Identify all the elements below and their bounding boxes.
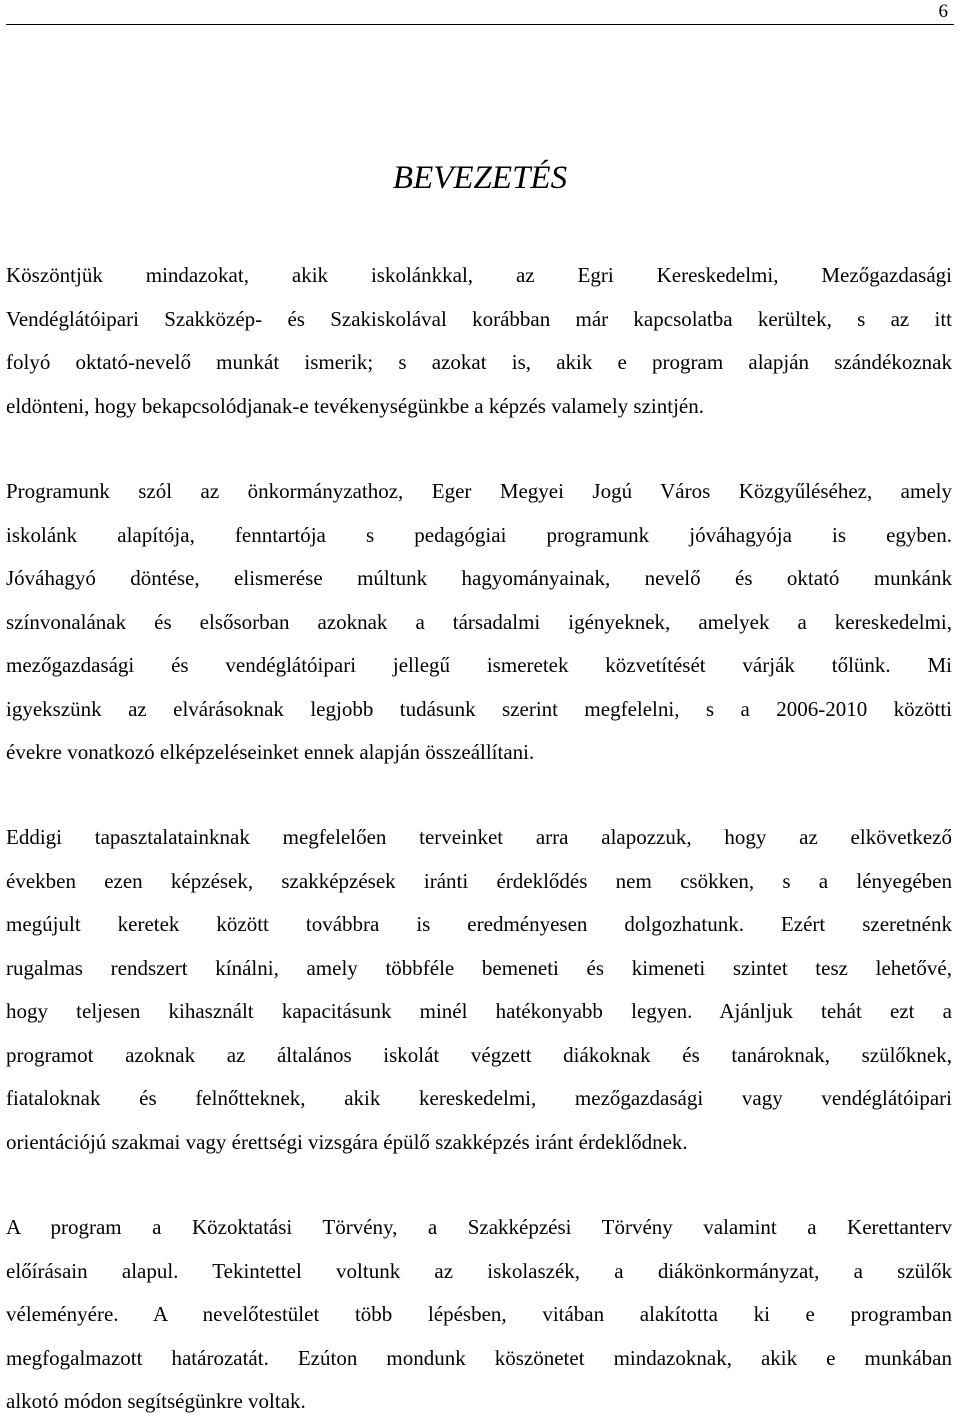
paragraph-line: hogy teljesen kihasznált kapacitásunk minél hatékonyabb legyen. Ajánljuk tehát ezt a bbox=[6, 999, 952, 1023]
paragraph-line: rugalmas rendszert kínálni, amely többféle bemeneti és kimeneti szintet tesz lehetővé, bbox=[6, 955, 952, 980]
page-title: BEVEZETÉS bbox=[392, 160, 568, 196]
paragraph-line: színvonalának és elsősorban azoknak a társadalmi igényeknek, amelyek a kereskedelmi, bbox=[6, 609, 952, 634]
paragraph-line: A program a Közoktatási Törvény, a Szakképzési Törvény valamint a Kerettanterv bbox=[6, 1215, 952, 1239]
page-number: 6 bbox=[938, 1, 948, 22]
paragraph-line: Eddigi tapasztalatainknak megfelelően terveinket arra alapozzuk, hogy az elkövetkező bbox=[6, 825, 952, 849]
paragraph-line: eldönteni, hogy bekapcsolódjanak-e tevékenységünkbe a képzés valamely szintjén. bbox=[6, 393, 705, 418]
paragraph-intro bbox=[6, 254, 952, 428]
paragraph-line: megfogalmazott határozatát. Ezúton mondunk köszönetet mindazoknak, akik e munkában bbox=[6, 1345, 952, 1370]
paragraph-line: Vendéglátóipari Szakközép- és Szakiskolával korábban már kapcsolatba kerültek, s az itt bbox=[6, 306, 952, 331]
paragraph-line: előírásain alapul. Tekintettel voltunk az iskolaszék, a diákönkormányzat, a szülők bbox=[6, 1258, 952, 1283]
paragraph-line: megújult keretek között továbbra is eredményesen dolgozhatunk. Ezért szeretnénk bbox=[6, 912, 952, 936]
paragraph-program bbox=[6, 470, 952, 775]
paragraph-line: években ezen képzések, szakképzések iránti érdeklődés nem csökken, s a lényegében bbox=[6, 868, 952, 893]
paragraph-line: véleményére. A nevelőtestület több lépésben, vitában alakította ki e programban bbox=[6, 1302, 952, 1326]
paragraph-line: évekre vonatkozó elképzeléseinket ennek alapján összeállítani. bbox=[6, 740, 535, 764]
page-header bbox=[6, 0, 954, 25]
paragraph-plans bbox=[6, 816, 952, 1164]
paragraph-line: Programunk szól az önkormányzathoz, Eger Megyei Jogú Város Közgyűléséhez, amely bbox=[6, 479, 952, 503]
paragraph-line: fiataloknak és felnőtteknek, akik kereskedelmi, mezőgazdasági vagy vendéglátóipari bbox=[6, 1086, 952, 1110]
paragraph-line: mezőgazdasági és vendéglátóipari jellegű ismeretek közvetítését várják tőlünk. Mi bbox=[6, 653, 952, 677]
paragraph-line: programot azoknak az általános iskolát végzett diákoknak és tanároknak, szülőknek, bbox=[6, 1042, 952, 1067]
paragraph-line: Jóváhagyó döntése, elismerése múltunk hagyományainak, nevelő és oktató munkánk bbox=[6, 566, 952, 590]
paragraph-line: igyekszünk az elvárásoknak legjobb tudásunk szerint megfelelni, s a 2006-2010 közötti bbox=[6, 696, 952, 721]
paragraph-line: orientációjú szakmai vagy érettségi vizsgára épülő szakképzés iránt érdeklődnek. bbox=[6, 1129, 688, 1154]
paragraph-line: alkotó módon segítségünkre voltak. bbox=[6, 1389, 306, 1413]
paragraph-legal-basis bbox=[6, 1206, 952, 1424]
paragraph-line: folyó oktató-nevelő munkát ismerik; s azokat is, akik e program alapján szándékoznak bbox=[6, 350, 952, 374]
paragraph-line: Köszöntjük mindazokat, akik iskolánkkal, az Egri Kereskedelmi, Mezőgazdasági bbox=[6, 263, 952, 287]
paragraph-line: iskolánk alapítója, fenntartója s pedagógiai programunk jóváhagyója is egyben. bbox=[6, 522, 952, 547]
